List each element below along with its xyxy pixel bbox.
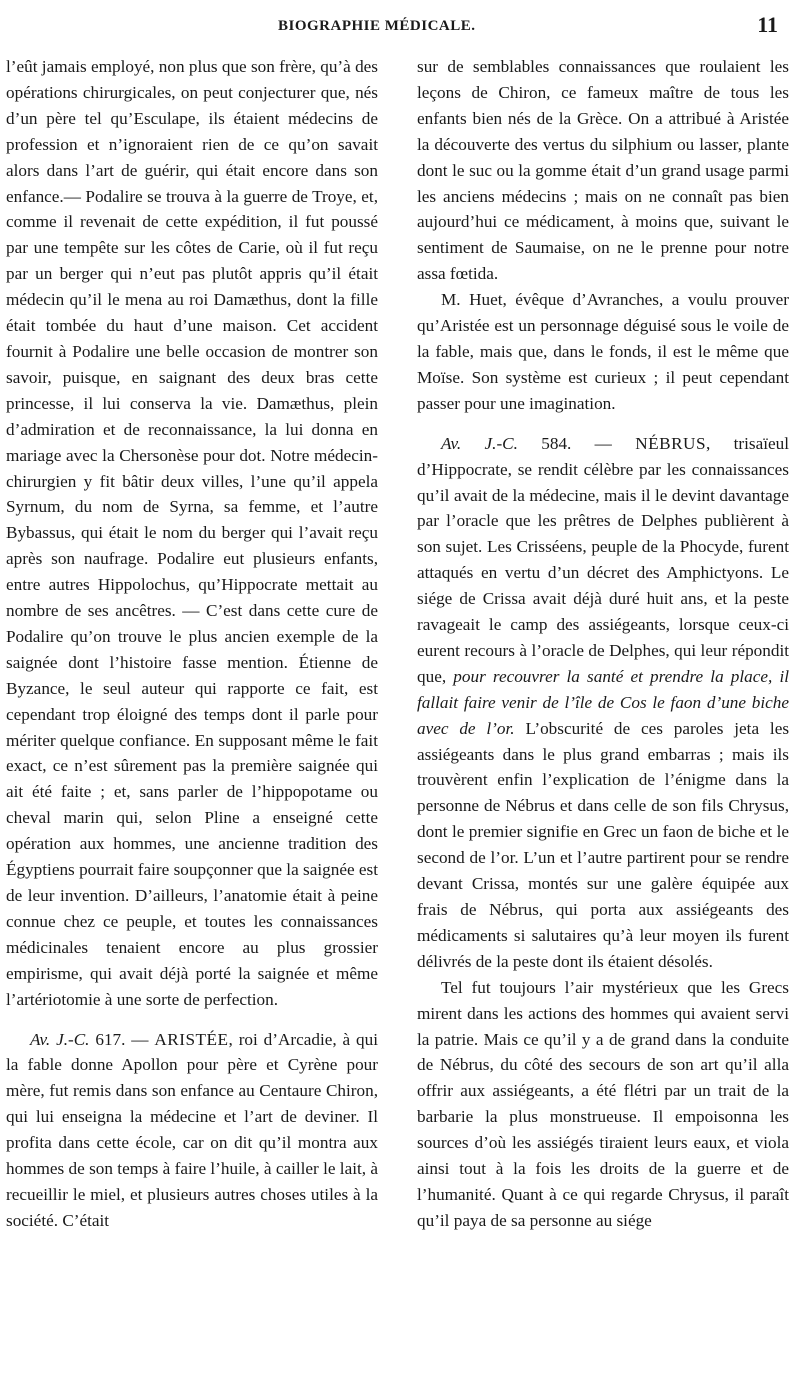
- entry-text: , trisaïeul d’Hippocrate, se rendit célèbre par les connaissances qu’il avait de la médecine, mais il le devint davantage par l’oracle que les prêtres de Delphes publièrent à son sujet. Les Crisséens, peuple de la Phocyde, furent attaqués en vertu d’un décret des Amphictyons. Le siége de Crissa avait déjà duré huit ans, et la peste ravageait le camp des assiégeants, lorsque ceux-ci eurent recours à l’oracle de Delphes, qui leur répondit que,: [417, 433, 789, 686]
- left-column: [6, 54, 378, 1234]
- page-number: 11: [757, 12, 778, 37]
- entry-date: 617. —: [95, 1029, 149, 1049]
- entry-nebrus: [417, 431, 789, 975]
- paragraph-aristee-continued: sur de semblables connaissances que roulaient les leçons de Chiron, ce fameux maître de tous les enfants bien nés de la Grèce. On a attribué à Aristée la découverte des vertus du silphium ou lasser, plante dont le suc ou la gomme était d’un grand usage parmi les anciens médecins ; mais on ne connaît pas bien aujourd’hui ce médicament, à moins que, suivant le sentiment de Saumaise, on ne le prenne pour notre assa fœtida.: [417, 57, 789, 284]
- paragraph-podalire-continued: l’eût jamais employé, non plus que son frère, qu’à des opérations chirurgicales, on peut conjecturer que, nés d’un père tel qu’Esculape, ils étaient médecins de profession et n’ignoraient rien de ce qu’on savait alors dans l’art de guérir, qui était encore dans son enfance.— Podalire se trouva à la guerre de Troye, et, comme il revenait de cette expédition, il fut poussé par une tempête sur les côtes de Carie, où il fut reçu par un berger qui n’eut pas plutôt appris qu’il était médecin qu’il le mena au roi Damæthus, dont la fille était tombée du haut d’une maison. Cet accident fournit à Podalire une belle occasion de montrer son savoir, puisque, en saignant des deux bras cette princesse, il lui conserva la vie. Damæthus, plein d’admiration et de reconnaissance, la lui donna en mariage avec la Chersonèse pour dot. Notre médecin-chirurgien y fit bâtir deux villes, l’une qu’il appela Syrnum, du nom de Syrna, sa femme, et l’autre Bybassus, qui était le nom du berger qui l’avait reçu après son naufrage. Podalire eut plusieurs enfants, entre autres Hippolochus, qu’Hippocrate mettait au nombre de ses ancêtres. — C’est dans cette cure de Podalire qu’on trouve le plus ancien exemple de la saignée dont l’histoire fasse mention. Étienne de Byzance, le seul auteur qui rapporte ce fait, est cependant trop éloigné des temps dont il parle pour mériter quelque confiance. En supposant même le fait exact, ce n’est sûrement pas la première saignée qui ait été faite ; et, sans parler de l’hippopotame ou cheval marin qui, selon Pline a enseigné cette opération aux hommes, une ancienne tradition des Égyptiens pourrait faire soupçonner que la saignée est de leur invention. D’ailleurs, l’anatomie était à peine connue chez ce peuple, et toutes les connaissances médicinales tenaient encore au plus grossier empirisme, qui avait déjà porté la saignée et même l’artériotomie à une sorte de perfection.: [6, 57, 378, 1009]
- entry-era: Av. J.-C.: [441, 433, 518, 453]
- paragraph-nebrus-commentary: Tel fut toujours l’air mystérieux que les Grecs mirent dans les actions des hommes qui avaient servi la patrie. Mais ce qu’il y a de grand dans la conduite de Nébrus, du côté des secours de son art qu’il alla offrir aux assiégeants, a été flétri par un trait de la barbarie la plus monstrueuse. Il empoisonna les sources d’où les assiégés tiraient leurs eaux, et viola ainsi tout à la fois les droits de la guerre et de l’humanité. Quant à ce qui regarde Chrysus, il paraît qu’il paya de sa personne au siége: [417, 977, 789, 1230]
- entry-name: NÉBRUS: [635, 433, 706, 453]
- running-head: BIOGRAPHIE MÉDICALE.: [278, 18, 476, 34]
- right-column: [417, 54, 789, 1234]
- entry-text: , roi d’Arcadie, à qui la fable donne Apollon pour père et Cyrène pour mère, fut remis dans son enfance au Centaure Chiron, qui lui enseigna la médecine et l’art de deviner. Il profita dans cette école, car on dit qu’il montra aux hommes de son temps à faire l’huile, à cailler le lait, à recueillir le miel, et plusieurs autres choses utiles à la société. C’était: [6, 1029, 379, 1230]
- oracle-quote: pour recouvrer la santé et prendre la place, il fallait faire venir de l’île de Cos le faon d’une biche avec de l’or.: [417, 666, 790, 738]
- entry-era: Av. J.-C.: [30, 1029, 90, 1049]
- entry-aristee: [6, 1027, 378, 1234]
- entry-date: 584. —: [541, 433, 612, 453]
- paragraph-huet: M. Huet, évêque d’Avranches, a voulu prouver qu’Aristée est un personnage déguisé sous le voile de la fable, mais que, dans le fonds, il est le même que Moïse. Son système est curieux ; il peut cependant passer pour une imagination.: [417, 290, 789, 413]
- entry-name: ARISTÉE: [154, 1029, 229, 1049]
- entry-text-continued: L’obscurité de ces paroles jeta les assiégeants dans le plus grand embarras ; mais ils trouvèrent enfin l’explication de l’énigme dans la personne de Nébrus et dans celle de son fils Chrysus, dont le premier signifie en Grec un faon de biche et le second de l’or. L’un et l’autre partirent pour se rendre devant Crissa, montés sur une galère équipée aux frais de Nébrus, qui porta aux assiégeants des médicaments si salutaires qu’à leur moyen ils furent délivrés de la peste dont ils étaient désolés.: [417, 718, 790, 971]
